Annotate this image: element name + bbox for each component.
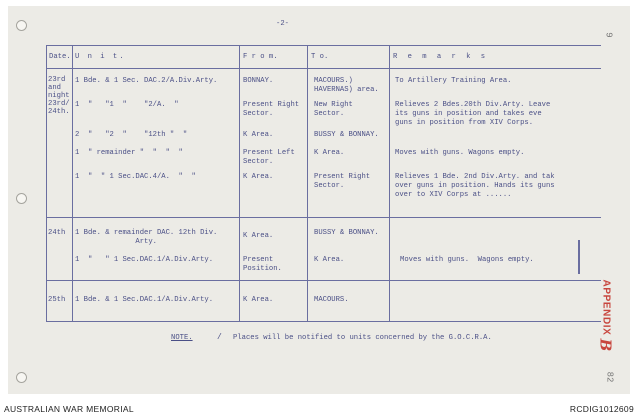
row-to: BUSSY & BONNAY. — [314, 131, 379, 139]
binder-hole-bottom — [16, 372, 27, 383]
row-to: MACOURS.) HAVERNAS) area. — [314, 77, 379, 94]
header-remarks: R e m a r k s — [393, 53, 489, 61]
row-from: Present Right Sector. — [243, 101, 300, 118]
row-unit: 1 " "1 " "2/A. " — [75, 101, 179, 109]
header-from: F r o m. — [243, 53, 278, 61]
row-to: New Right Sector. — [314, 101, 353, 118]
binder-hole-top — [16, 20, 27, 31]
appendix-stamp — [597, 272, 619, 352]
row-unit: 1 Bde. & remainder DAC. 12th Div. Arty. — [75, 229, 218, 246]
row-from: K Area. — [243, 232, 274, 240]
note-mark: / — [217, 333, 222, 342]
row-to: K Area. — [314, 256, 345, 264]
side-number-top: 9 — [603, 32, 614, 38]
header-to: T o. — [311, 53, 329, 61]
row-to: MACOURS. — [314, 296, 349, 304]
row-from: Present Position. — [243, 256, 282, 273]
row-date: 24th — [48, 229, 66, 237]
row-remarks: To Artillery Training Area. — [395, 77, 512, 85]
appendix-stamp-letter: B — [596, 338, 615, 352]
footer-source: AUSTRALIAN WAR MEMORIAL — [4, 404, 134, 414]
row-to: BUSSY & BONNAY. — [314, 229, 379, 237]
note-text: Places will be notified to units concerned by the G.O.C.R.A. — [233, 334, 492, 342]
binder-hole-mid — [16, 193, 27, 204]
row-date: 25th — [48, 296, 66, 304]
row-unit: 1 " " 1 Sec.DAC.1/A.Div.Arty. — [75, 256, 214, 264]
header-unit: U n i t. — [75, 53, 126, 61]
footer-id: RCDIG1012609 — [569, 404, 634, 414]
row-unit: 1 Bde. & 1 Sec.DAC.1/A.Div.Arty. — [75, 296, 214, 304]
side-number-bottom: 82 — [604, 371, 615, 383]
row-to: K Area. — [314, 149, 345, 157]
row-from: Present Left Sector. — [243, 149, 295, 166]
row-date: 23rd and night 23rd/ 24th. — [48, 76, 70, 116]
note-label: NOTE. — [171, 334, 193, 342]
row-unit: 1 Bde. & 1 Sec. DAC.2/A.Div.Arty. — [75, 77, 218, 85]
row-remarks: Relieves 1 Bde. 2nd Div.Arty. and tak over guns in position. Hands its guns over to XIV Corps at ...... — [395, 173, 555, 199]
row-unit: 1 " remainder " " " " — [75, 149, 183, 157]
row-from: K Area. — [243, 131, 274, 139]
row-from: BONNAY. — [243, 77, 274, 85]
page-number: -2- — [276, 20, 289, 28]
appendix-stamp-text: APPENDIX — [600, 279, 612, 336]
row-unit: 2 " "2 " "12th " " — [75, 131, 188, 139]
row-remarks: Moves with guns. Wagons empty. — [400, 256, 534, 264]
row-remarks: Moves with guns. Wagons empty. — [395, 149, 525, 157]
row-remarks: Relieves 2 Bdes.20th Div.Arty. Leave its guns in position and takes eve guns in position from XIV Corps. — [395, 101, 551, 127]
row-from: K Area. — [243, 173, 274, 181]
row-unit: 1 " " 1 Sec.DAC.4/A. " " — [75, 173, 196, 181]
row-from: K Area. — [243, 296, 274, 304]
row-to: Present Right Sector. — [314, 173, 371, 190]
header-date: Date. — [49, 53, 71, 61]
